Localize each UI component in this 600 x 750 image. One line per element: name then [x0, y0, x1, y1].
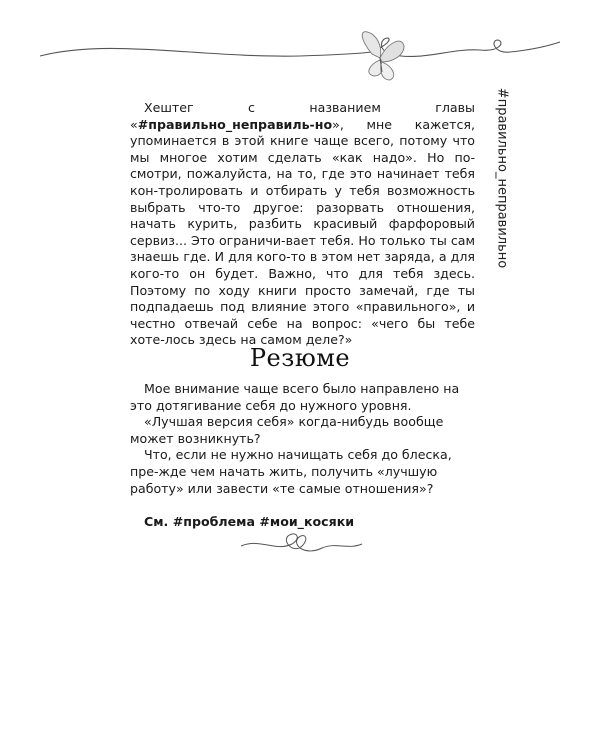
summary-heading: Резюме: [249, 344, 351, 372]
flourish-divider-icon: [241, 534, 362, 551]
see-also-tags: См. #проблема #мои_косяки: [144, 514, 355, 529]
flourish-line-icon: [40, 38, 560, 56]
summary-paragraph: Что, если не нужно начищать себя до блеска, пре-жде чем начать жить, получить «лучшую работу» или завести «те самые отношения»?: [130, 447, 452, 496]
chapter-hashtag-label: #правильно_неправильно: [494, 87, 510, 269]
paragraph-text: Хештег с названием главы «: [130, 100, 475, 132]
chapter-hashtag-inline: #правильно_неправиль-но: [137, 116, 333, 132]
summary-body: [130, 381, 475, 497]
paragraph-text: », мне кажется, упоминается в этой книге чаще всего, потому что мы многое хотим сделать «как надо». Но по-смотри, пожалуйста, на то, где это начинает тебя кон-тролировать и отбирать у тебя возможность выбрать что-то другое: разорвать отношения, начать курить, разбить красивый фарфоровый сервиз... Это ограничи-вает тебя. Но только ты сам знаешь где. И для кого-то в этом нет заряда, а для кого-то он будет. Важно, что для тебя здесь. Поэтому по ходу книги просто замечай, где ты подпадаешь под влияние этого «правильного», и честно отвечай себе на вопрос: «чего бы тебе хоте-лось здесь на самом деле?»: [130, 116, 475, 348]
body-paragraph: [130, 100, 475, 349]
butterfly-icon: [362, 32, 404, 80]
bottom-flourish-ornament: [236, 526, 366, 564]
summary-paragraph: Мое внимание чаще всего было направлено на это дотягивание себя до нужного уровня.: [130, 381, 460, 413]
chapter-hashtag-sidebar: [486, 88, 518, 268]
summary-paragraph: «Лучшая версия себя» когда-нибудь вообще может возникнуть?: [130, 414, 444, 446]
